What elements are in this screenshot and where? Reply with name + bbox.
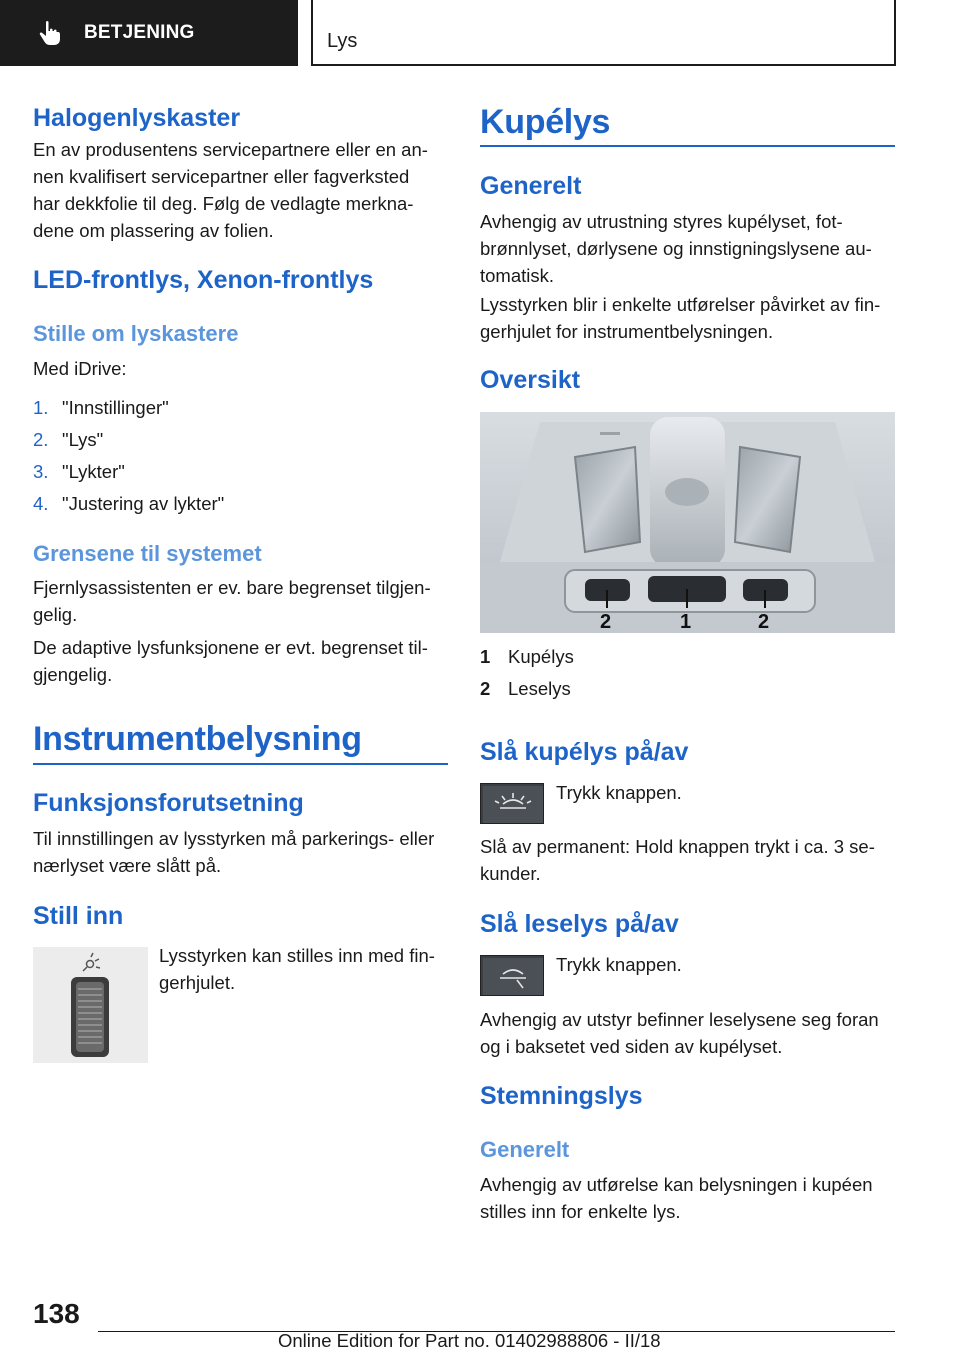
text-line: Lysstyrken blir i enkelte utførelser påvirket av fin- bbox=[480, 294, 881, 315]
text-line: brønnlyset, dørlysene og innstigningslysene au- bbox=[480, 238, 872, 259]
heading-rule bbox=[33, 763, 448, 765]
text-line: og i baksetet ved siden av kupélyset. bbox=[480, 1036, 783, 1057]
text-line: Til innstillingen av lysstyrken må parkerings- eller bbox=[33, 828, 435, 849]
list-item bbox=[33, 490, 224, 517]
legend-item bbox=[480, 675, 571, 702]
text-line: Avhengig av utrustning styres kupélyset, fot- bbox=[480, 211, 843, 232]
list-text: "Innstillinger" bbox=[62, 397, 169, 418]
text-line: gjengelig. bbox=[33, 664, 113, 685]
list-item bbox=[33, 394, 169, 421]
callout-label: 2 bbox=[758, 611, 770, 633]
list-number: 2. bbox=[33, 429, 49, 450]
led-heading: LED-frontlys, Xenon-frontlys bbox=[33, 266, 374, 294]
instrument-heading: Instrumentbelysning bbox=[33, 720, 362, 758]
list-number: 4. bbox=[33, 493, 49, 514]
reading-light-icon bbox=[481, 956, 545, 997]
limits-text-2 bbox=[33, 634, 448, 688]
set-text bbox=[159, 942, 449, 996]
page-number: 138 bbox=[33, 1298, 80, 1329]
interior-toggle-text: Trykk knappen. bbox=[556, 782, 682, 803]
ambient-heading: Stemningslys bbox=[480, 1082, 643, 1110]
heading-rule bbox=[480, 145, 895, 147]
interior-light-illustration bbox=[480, 412, 895, 633]
list-text: "Justering av lykter" bbox=[62, 493, 225, 514]
adjust-heading: Stille om lyskastere bbox=[33, 321, 239, 346]
page-header bbox=[0, 0, 960, 66]
list-text: "Lys" bbox=[62, 429, 104, 450]
text-line: nærlyset være slått på. bbox=[33, 855, 222, 876]
function-text bbox=[33, 825, 448, 879]
legend-text: Leselys bbox=[508, 678, 571, 699]
ambient-general-heading: Generelt bbox=[480, 1137, 570, 1162]
set-heading: Still inn bbox=[33, 902, 124, 930]
thumbwheel-icon bbox=[33, 947, 148, 1063]
list-item bbox=[33, 458, 125, 485]
chapter-title: Lys bbox=[311, 0, 896, 66]
legend-number: 2 bbox=[480, 678, 491, 699]
legend-text: Kupélys bbox=[508, 646, 574, 667]
interior-off-text bbox=[480, 833, 895, 887]
text-line: Slå av permanent: Hold knappen trykt i ca. 3 se- bbox=[480, 836, 875, 857]
function-heading: Funksjonsforutsetning bbox=[33, 789, 304, 817]
list-item bbox=[33, 426, 103, 453]
text-line: De adaptive lysfunksjonene er evt. begrenset til- bbox=[33, 637, 428, 658]
text-line: kunder. bbox=[480, 863, 541, 884]
interior-toggle-heading: Slå kupélys på/av bbox=[480, 738, 689, 766]
text-line: har dekkfolie til deg. Følg de vedlagte merkna- bbox=[33, 193, 414, 214]
legend-number: 1 bbox=[480, 646, 491, 667]
reading-toggle-heading: Slå leselys på/av bbox=[480, 910, 679, 938]
callout-label: 1 bbox=[680, 611, 692, 633]
text-line: Lysstyrken kan stilles inn med fin- bbox=[159, 945, 435, 966]
halogen-text bbox=[33, 136, 448, 244]
legend-item bbox=[480, 643, 574, 670]
overview-heading: Oversikt bbox=[480, 366, 581, 394]
edition-text: Online Edition for Part no. 01402988806 - II/18 bbox=[278, 1330, 661, 1351]
limits-heading: Grensene til systemet bbox=[33, 541, 262, 566]
text-line: stilles inn for enkelte lys. bbox=[480, 1201, 681, 1222]
text-line: Avhengig av utførelse kan belysningen i kupéen bbox=[480, 1174, 873, 1195]
thumbwheel-image bbox=[33, 947, 148, 1063]
general-heading: Generelt bbox=[480, 172, 582, 200]
list-number: 1. bbox=[33, 397, 49, 418]
reading-text bbox=[480, 1006, 895, 1060]
text-line: dene om plassering av folien. bbox=[33, 220, 274, 241]
interior-light-icon bbox=[481, 784, 545, 825]
general-text-1 bbox=[480, 208, 895, 289]
interior-heading: Kupélys bbox=[480, 103, 611, 141]
text-line: gelig. bbox=[33, 604, 78, 625]
interior-light-photo bbox=[480, 412, 895, 633]
interior-light-button-image bbox=[480, 783, 544, 824]
list-number: 3. bbox=[33, 461, 49, 482]
adjust-intro: Med iDrive: bbox=[33, 358, 127, 379]
reading-toggle-text: Trykk knappen. bbox=[556, 954, 682, 975]
limits-text-1 bbox=[33, 574, 448, 628]
pointing-hand-icon bbox=[38, 20, 62, 46]
section-label: BETJENING bbox=[84, 22, 195, 43]
list-text: "Lykter" bbox=[62, 461, 125, 482]
text-line: Fjernlysassistenten er ev. bare begrenset tilgjen- bbox=[33, 577, 431, 598]
callout-label: 2 bbox=[600, 611, 612, 633]
halogen-heading: Halogenlyskaster bbox=[33, 104, 241, 132]
text-line: Avhengig av utstyr befinner leselysene seg foran bbox=[480, 1009, 879, 1030]
text-line: En av produsentens servicepartnere eller en an- bbox=[33, 139, 428, 160]
reading-light-button-image bbox=[480, 955, 544, 996]
ambient-text bbox=[480, 1171, 895, 1225]
text-line: gerhjulet. bbox=[159, 972, 236, 993]
section-tab bbox=[0, 0, 298, 66]
general-text-2 bbox=[480, 291, 895, 345]
text-line: tomatisk. bbox=[480, 265, 555, 286]
text-line: nen kvalifisert servicepartner eller fagverksted bbox=[33, 166, 410, 187]
text-line: gerhjulet for instrumentbelysningen. bbox=[480, 321, 774, 342]
